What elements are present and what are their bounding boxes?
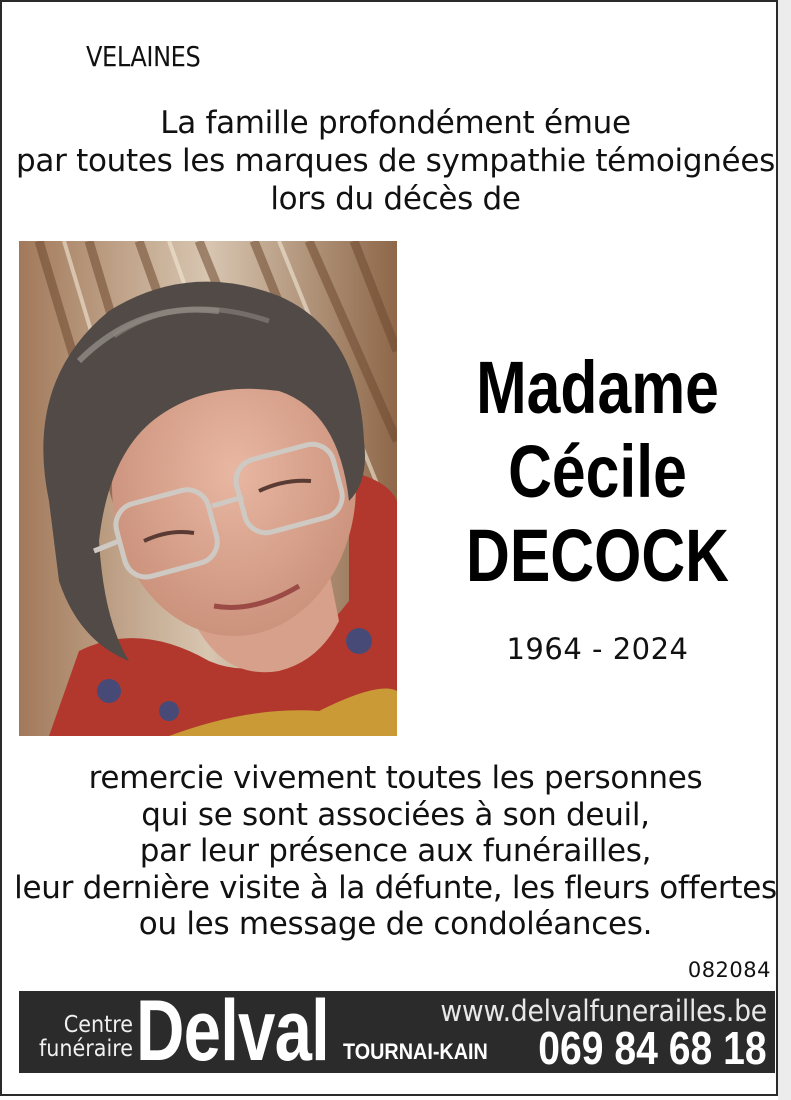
- name-title: Madame: [476, 346, 719, 429]
- message-line: par leur présence aux funérailles,: [139, 833, 652, 869]
- message-line: ou les message de condoléances.: [138, 906, 653, 942]
- intro-line: par toutes les marques de sympathie témoignées: [16, 143, 775, 179]
- reference-number: 082084: [687, 958, 771, 982]
- portrait-photo: [19, 241, 397, 736]
- thanks-message: [0, 760, 791, 943]
- phone-number[interactable]: 069 84 68 18: [538, 1022, 767, 1073]
- message-line: remercie vivement toutes les personnes: [88, 760, 703, 796]
- message-line: leur dernière visite à la défunte, les fleurs offertes: [14, 869, 777, 906]
- centre-funeraire-label: [36, 1013, 133, 1061]
- brand-logo-text: Delval: [136, 991, 329, 1073]
- intro-text: [0, 104, 791, 218]
- city-label: TOURNAI-KAIN: [343, 1039, 488, 1064]
- funeral-home-banner: [19, 991, 775, 1073]
- deceased-name: [420, 346, 775, 598]
- last-name: DECOCK: [466, 514, 729, 597]
- website-link[interactable]: www.delvalfunerailles.be: [440, 994, 767, 1028]
- first-name: Cécile: [508, 430, 687, 513]
- funeraire-word: funéraire: [38, 1036, 134, 1062]
- centre-word: Centre: [63, 1012, 133, 1038]
- intro-line: La famille profondément émue: [160, 105, 631, 141]
- intro-line: lors du décès de: [270, 181, 521, 217]
- place-name: VELAINES: [86, 40, 201, 73]
- message-line: qui se sont associées à son deuil,: [141, 796, 650, 833]
- life-dates: 1964 - 2024: [506, 632, 689, 666]
